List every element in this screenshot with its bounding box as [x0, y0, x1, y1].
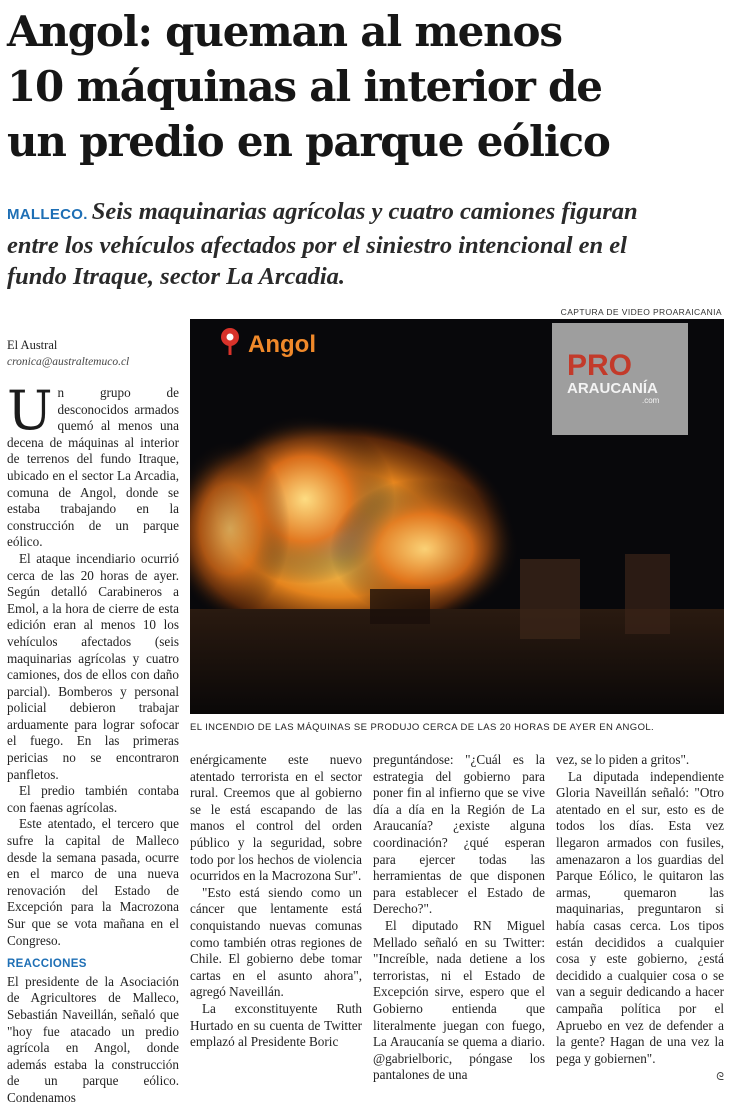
paragraph: La diputada independiente Gloria Naveillán señaló: "Otro atentado en el sur, esto es de todos los días. Esta vez llegaron armados con fusiles, amenazaron a los guardias del Parque Eólico, le quitaron las armas, quemaron las maquinarias, preguntaron si había casas cerca. Los tipos están decididos a cualquier cosa y este gobierno, ¿está decidido a cualquier cosa o se van a seguir dedicando a hacer campaña política por el Apruebo en vez de defender a la gente? Hagan de una vez la pega y gobiernen". [556, 768, 724, 1066]
headline-line: Angol: queman al menos [7, 7, 562, 56]
paragraph: preguntándose: "¿Cuál es la estrategia del gobierno para poner fin al infierno que se vive día a día en la Región de La Araucanía? ¿existe alguna coordinación? ¿qué esperan para ejercer todas las herramientas de que disponen para establecer el Estado de Derecho?". [373, 752, 545, 917]
paragraph: "Esto está siendo como un cáncer que lentamente está conquistando nuevas comunas como también otras regiones de Chile. El gobierno debe tomar cartas en el asunto ahora", agregó Naveillán. [190, 884, 362, 1000]
dropcap: U [7, 379, 53, 442]
headline-line: un predio en parque eólico [7, 117, 610, 166]
end-mark: ᘓ [716, 1071, 724, 1084]
paragraph: El predio también contaba con faenas agrícolas. [7, 783, 179, 815]
author-email: cronica@australtemuco.cl [7, 356, 130, 368]
photo-caption: EL INCENDIO DE LAS MÁQUINAS SE PRODUJO CERCA DE LAS 20 HORAS DE AYER EN ANGOL. [190, 722, 655, 733]
deck-line: entre los vehículos afectados por el siniestro intencional en el [7, 232, 627, 259]
deck-line [7, 196, 727, 230]
article-column-1 [7, 379, 179, 1107]
logo-name: ARAUCANÍA [567, 380, 658, 397]
deck-line: fundo Itraque, sector La Arcadia. [7, 263, 346, 290]
paragraph: vez, se lo piden a gritos". [556, 752, 690, 767]
fire-photo [190, 319, 724, 714]
logo-domain: .com [642, 396, 660, 405]
paragraph-text: n grupo de desconocidos armados quemó al menos una decena de máquinas al interior de terrenos del fundo Itraque, ubicado en el sector La Arcadia, comuna de Angol, donde se estaba trabajando en la construcción de un parque eólico. [7, 385, 179, 550]
paragraph: El diputado RN Miguel Mellado señaló en su Twitter: "Increíble, nada detiene a los terroristas, ni el Estado de Excepción sirve, espero que el Gobierno entienda que literalmente juegan con fuego, La Araucanía se quema a diario. @gabrielboric, póngase los pantalones de una [373, 917, 545, 1083]
section-subhead: REACCIONES [7, 958, 87, 971]
photo-credit: CAPTURA DE VIDEO PROARAICANIA [560, 307, 722, 317]
section-tag: MALLECO. [7, 206, 88, 223]
paragraph: El ataque incendiario ocurrió cerca de las 20 horas de ayer. Según detalló Carabineros a Emol, a la hora de cierre de esta edición eran al menos 10 los vehículos afectados (seis maquinarias agrícolas y cuatro camiones, dos de ellos con daño parcial). Bomberos y personal policial debieron trabajar arduamente para lograr sofocar el fuego. En las primeras pericias no se encontraron panfletos. [7, 550, 179, 782]
article-column-2 [190, 752, 362, 1051]
headline [7, 4, 727, 169]
paragraph: El presidente de la Asociación de Agricultores de Malleco, Sebastián Naveillán, señaló que "hoy fue atacado un predio agrícola en Angol, donde además estaba la construcción de un parque eólico. Condenamos [7, 973, 179, 1105]
deck-subtitle [7, 196, 727, 292]
paragraph [7, 379, 179, 551]
article-column-4 [556, 752, 724, 1086]
headline-line: 10 máquinas al interior de [7, 62, 602, 111]
location-label: Angol [248, 331, 316, 358]
author-name: El Austral [7, 338, 58, 352]
logo-pro: PRO [567, 349, 633, 382]
fire-photo-image [190, 319, 724, 714]
byline [7, 338, 182, 368]
paragraph: Este atentado, el tercero que sufre la capital de Malleco desde la semana pasada, ocurre en el marco de una nueva renovación del Estado de Excepción para la Macrozona Sur que se vota mañana en el Congreso. [7, 816, 179, 948]
deck-text: Seis maquinarias agrícolas y cuatro camiones figuran [91, 198, 638, 225]
paragraph: enérgicamente este nuevo atentado terrorista en el sector rural. Creemos que al gobierno se le está escapando de las manos el control del orden público y la seguridad, sobre todo por los hechos de violencia ocurridos en la Macrozona Sur". [190, 752, 362, 884]
article-column-3 [373, 752, 545, 1084]
paragraph: La exconstituyente Ruth Hurtado en su cuenta de Twitter emplazó al Presidente Boric [190, 1000, 362, 1050]
